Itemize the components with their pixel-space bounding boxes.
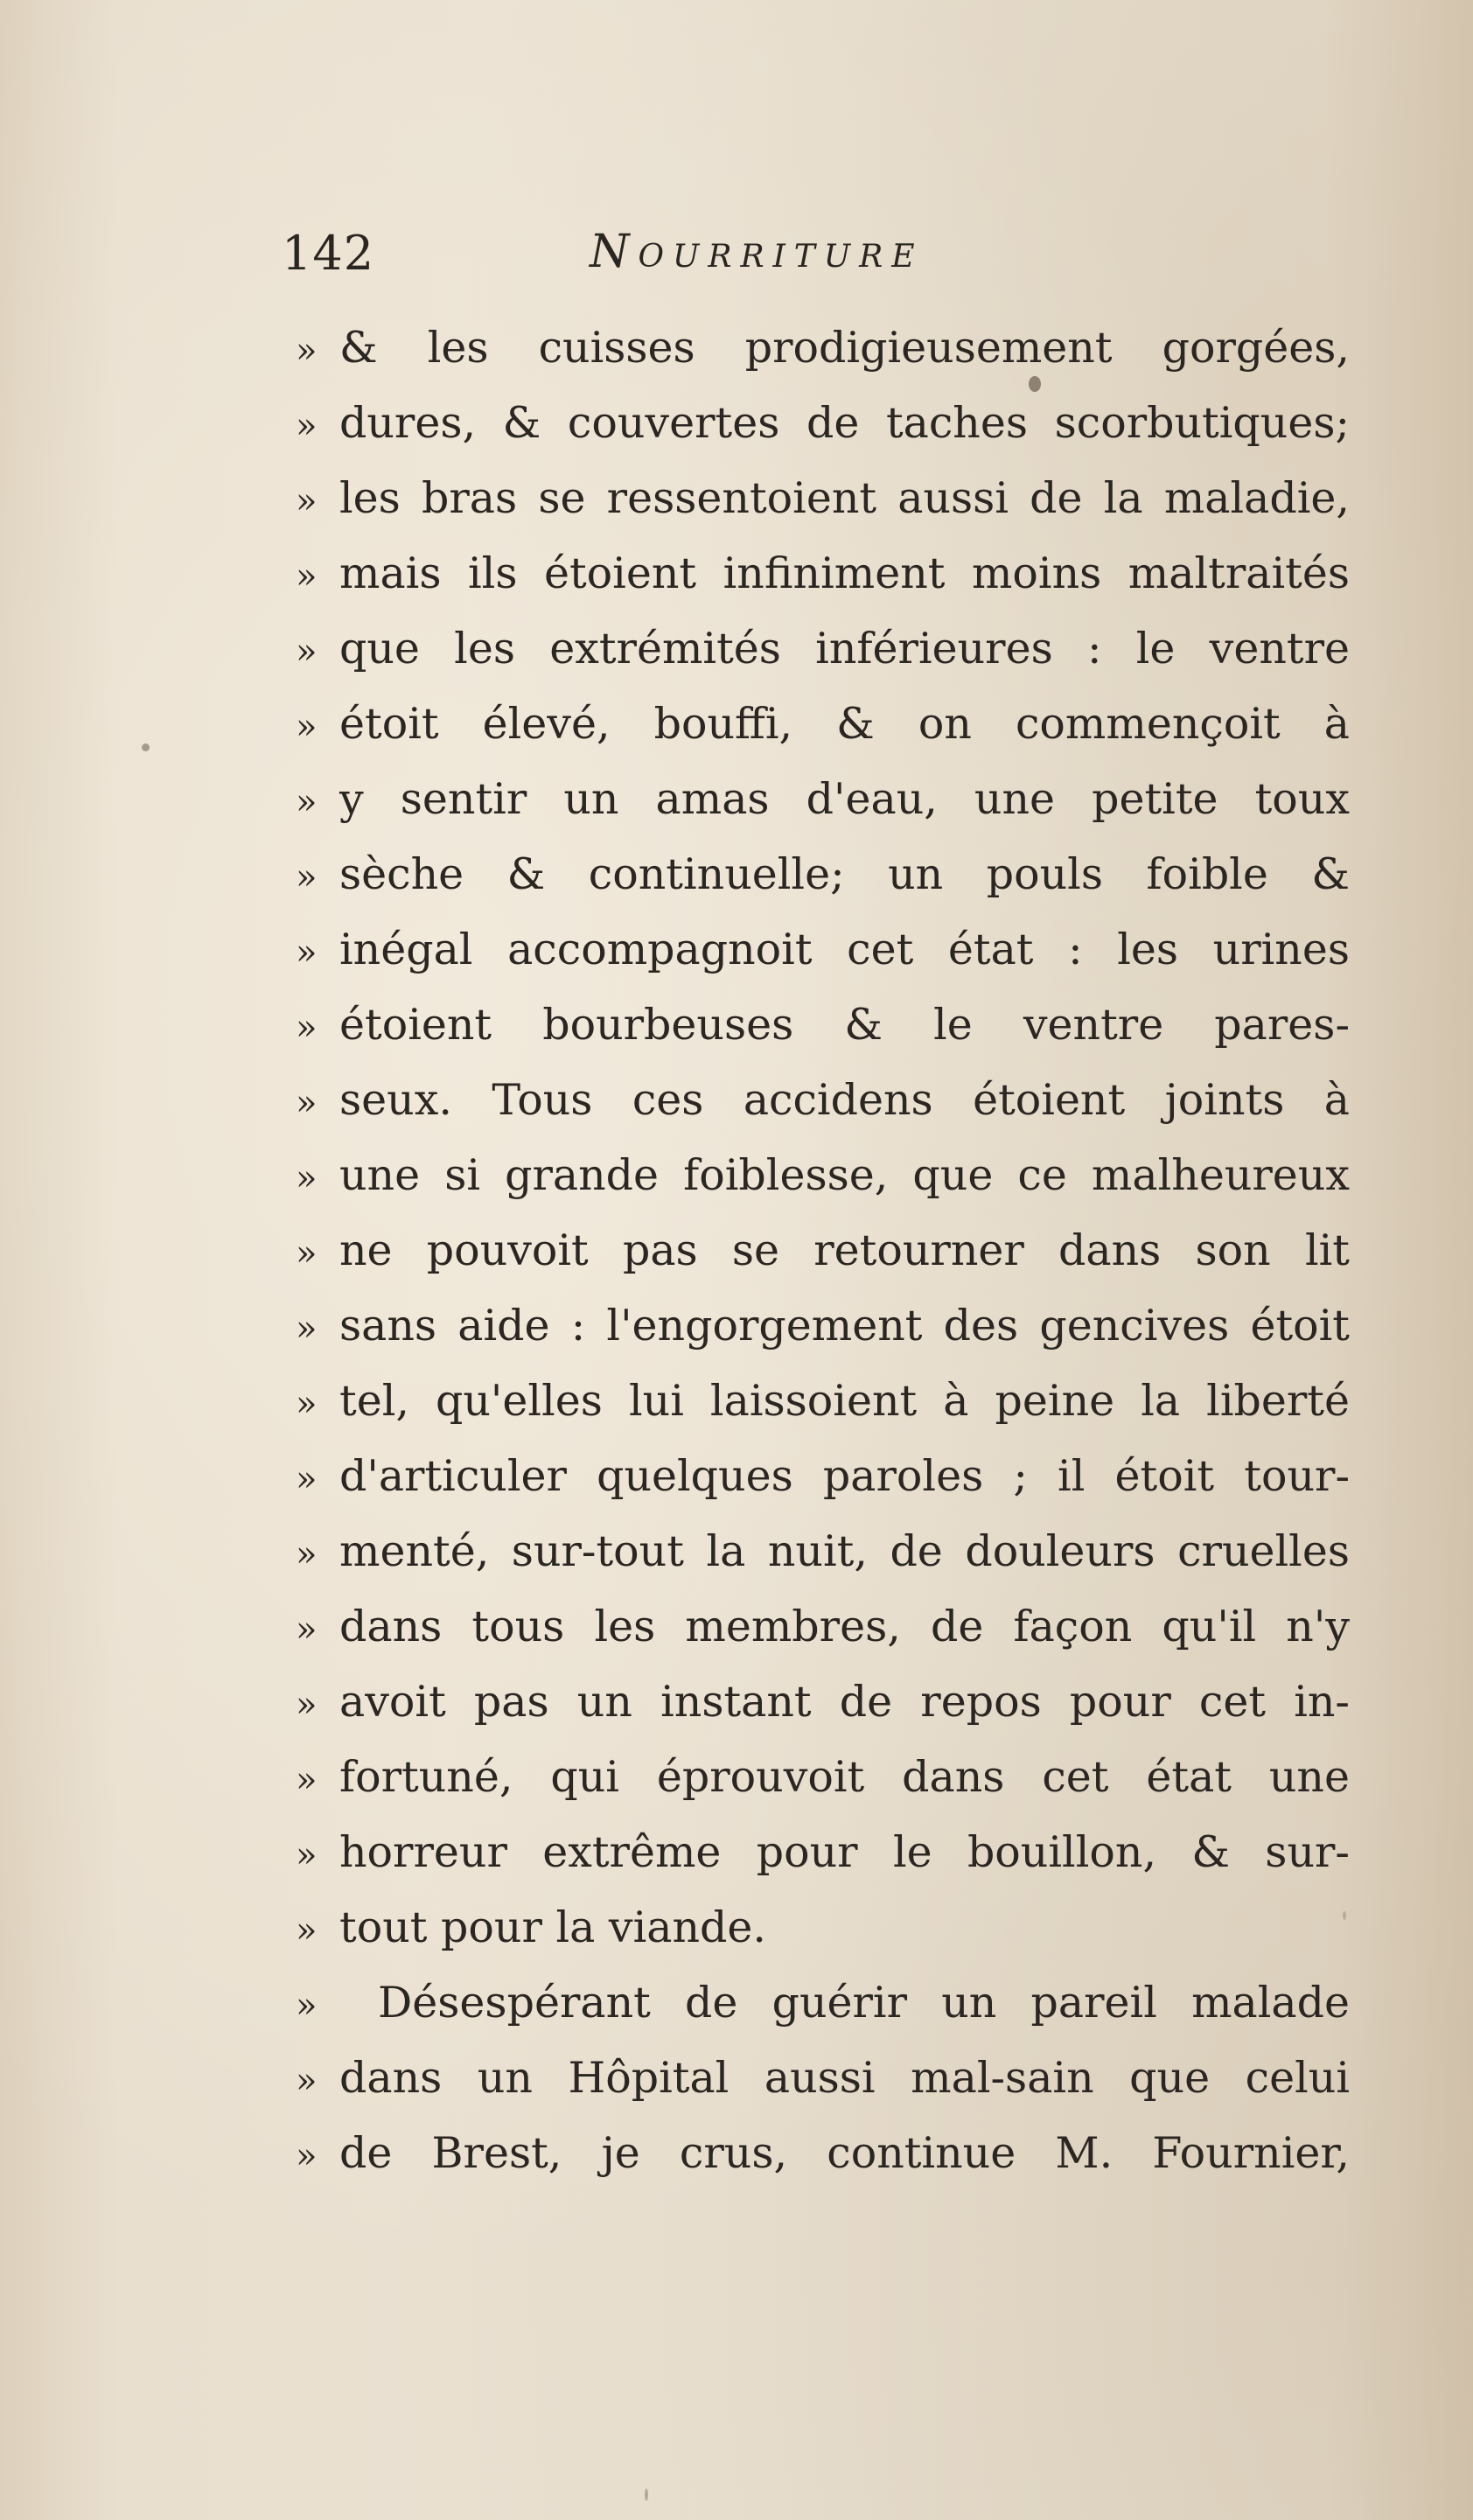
text-line [296,386,1350,461]
text-line [296,2116,1350,2191]
text-line [296,1815,1350,1890]
quote-marker: » [296,1008,318,1048]
quote-marker: » [296,2136,318,2176]
page-header [282,226,1191,287]
text-line [296,1514,1350,1589]
text-line [296,461,1350,536]
text-line [296,1364,1350,1439]
quote-marker: » [296,1309,318,1349]
line-text: sèche & continuelle; un pouls foible & [339,849,1350,899]
quote-marker: » [296,932,318,973]
text-line [296,311,1350,386]
text-line [296,687,1350,762]
line-text: dans tous les membres, de façon qu'il n'y [339,1602,1350,1651]
line-text: dures, & couvertes de taches scorbutiques; [339,398,1350,448]
line-text: tel, qu'elles lui laissoient à peine la liberté [339,1376,1350,1426]
paper-speck [142,743,150,751]
text-line [296,611,1350,687]
line-text: avoit pas un instant de repos pour cet in- [339,1677,1350,1727]
paper-speck [1343,1911,1346,1920]
text-line [296,1965,1350,2041]
text-line [296,1665,1350,1740]
text-line [296,536,1350,611]
line-text: ne pouvoit pas se retourner dans son lit [339,1225,1350,1275]
line-text: d'articuler quelques paroles ; il étoit tour- [339,1451,1350,1501]
quote-marker: » [296,481,318,521]
paper-speck [645,2489,648,2501]
quote-marker: » [296,1534,318,1574]
line-text: dans un Hôpital aussi mal-sain que celui [339,2053,1350,2103]
line-text: fortuné, qui éprouvoit dans cet état une [339,1752,1350,1802]
line-text: que les extrémités inférieures : le ventre [339,624,1350,674]
line-text: sans aide : l'engorgement des gencives étoit [339,1301,1350,1351]
line-text: y sentir un amas d'eau, une petite toux [339,774,1350,824]
line-text: Désespérant de guérir un pareil malade [378,1978,1350,2028]
quote-marker: » [296,1986,318,2026]
text-line [296,1063,1350,1138]
text-line [296,988,1350,1063]
quote-marker: » [296,1233,318,1274]
quote-marker: » [296,1835,318,1875]
line-text: étoient bourbeuses & le ventre pares- [339,1000,1350,1050]
body-text [296,311,1350,2191]
text-line [296,1740,1350,1815]
text-line [296,1288,1350,1364]
text-line [296,1890,1350,1965]
quote-marker: » [296,1760,318,1800]
quote-marker: » [296,857,318,897]
line-text: les bras se ressentoient aussi de la maladie, [339,473,1350,523]
line-text: tout pour la viande. [339,1902,766,1952]
line-text: une si grande foiblesse, que ce malheureux [339,1150,1350,1200]
text-line [296,912,1350,988]
text-line [296,1138,1350,1213]
quote-marker: » [296,2061,318,2101]
quote-marker: » [296,331,318,371]
quote-marker: » [296,782,318,822]
running-title: Nourriture [590,226,924,278]
quote-marker: » [296,632,318,672]
line-text: seux. Tous ces accidens étoient joints à [339,1075,1350,1125]
text-line [296,2041,1350,2116]
text-line [296,762,1350,837]
quote-marker: » [296,707,318,747]
quote-marker: » [296,1158,318,1198]
line-text: inégal accompagnoit cet état : les urines [339,925,1350,974]
page-number: 142 [282,226,375,281]
quote-marker: » [296,1384,318,1424]
line-text: horreur extrême pour le bouillon, & sur- [339,1827,1350,1877]
line-text: de Brest, je crus, continue M. Fournier, [339,2128,1350,2178]
quote-marker: » [296,556,318,597]
text-line [296,1213,1350,1288]
paper-speck [1029,376,1041,392]
quote-marker: » [296,1609,318,1650]
text-line [296,837,1350,912]
quote-marker: » [296,1083,318,1123]
text-line [296,1589,1350,1665]
text-line [296,1439,1350,1514]
quote-marker: » [296,1459,318,1499]
quote-marker: » [296,1685,318,1725]
quote-marker: » [296,1910,318,1951]
line-text: mais ils étoient infiniment moins maltraités [339,548,1350,598]
quote-marker: » [296,406,318,446]
line-text: menté, sur-tout la nuit, de douleurs cruelles [339,1526,1350,1576]
line-text: & les cuisses prodigieusement gorgées, [339,323,1350,373]
line-text: étoit élevé, bouffi, & on commençoit à [339,699,1350,749]
